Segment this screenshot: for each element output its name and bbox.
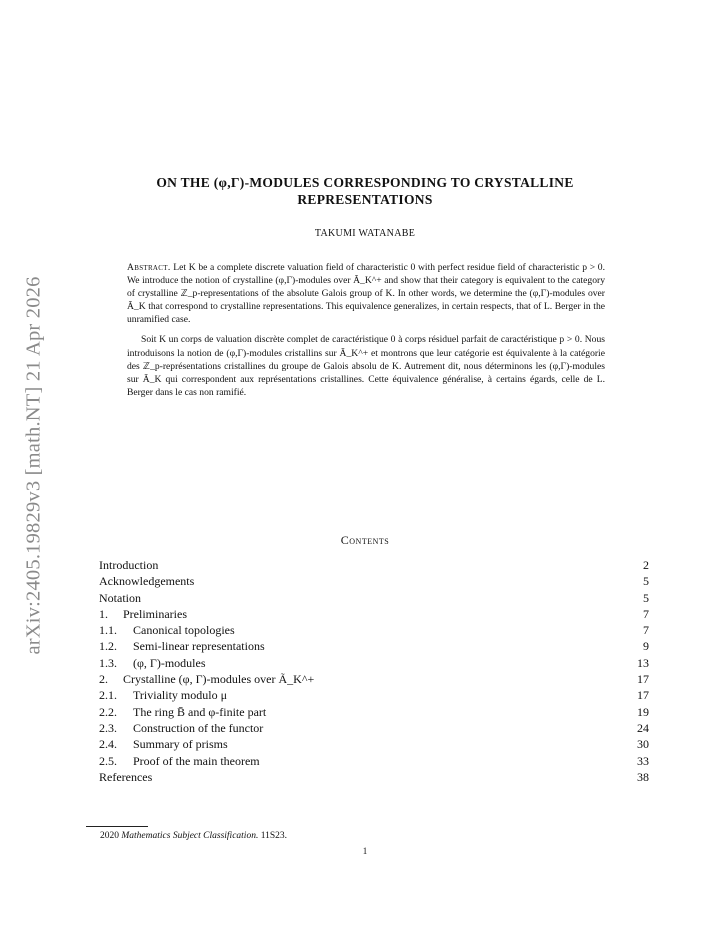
toc-entry-number: 2.2. [99,704,117,719]
toc-entry-left [99,753,260,769]
toc-entry[interactable] [99,769,649,785]
toc-entry[interactable] [99,753,649,769]
toc-entry-left [99,622,235,638]
toc-entry-left [99,557,158,573]
toc-entry[interactable] [99,622,649,638]
toc-entry[interactable] [99,638,649,654]
toc-entry-page: 2 [643,558,649,572]
abstract-french: Soit K un corps de valuation discrète complet de caractéristique 0 à corps résiduel parfait de caractéristique p > 0. Nous introduisons la notion de (φ,Γ)-modules cristallins sur Ã_K^+ et montrons que leur catégorie est équivalente à la catégorie des ℤ_p-représentations cristallines du groupe de Galois absolu de K. Autrement dit, nous déterminons les (φ,Γ)-modules sur Ã_K qui correspondent aux représentations cristallines. Cette équivalence généralise, à certains égards, celle de L. Berger dans le cas non ramifié. [127,334,605,398]
toc-entry-title: Canonical topologies [133,623,235,638]
abstract-english [127,261,605,326]
footnote-code: 11S23. [260,831,288,841]
toc-entry-page: 17 [637,672,649,687]
toc-entry-number: 2.5. [99,753,117,768]
toc-entry-left [99,671,314,687]
toc-entry-title: Introduction [99,558,159,572]
toc-entry-number: 2. [99,672,108,687]
abstract-label: Abstract. [127,262,171,273]
toc-entry-title: Crystalline (φ, Γ)-modules over Ã_K^+ [123,672,315,687]
toc-entry-left [99,704,266,720]
toc-entry[interactable] [99,687,649,703]
toc-entry-left [99,638,265,654]
toc-entry-page: 5 [643,574,649,589]
toc-entry-left [99,736,228,752]
toc-entry[interactable] [99,590,649,606]
toc-entry-page: 33 [637,753,649,768]
toc-entry-number: 2.4. [99,737,117,752]
toc-entry[interactable] [99,720,649,736]
toc-entry-left [99,655,206,671]
footnote-label: Mathematics Subject Classification. [121,831,259,841]
arxiv-stamp [14,245,54,685]
toc-entry-title: Triviality modulo μ [133,688,228,703]
toc-entry-title: Notation [99,590,141,605]
toc-entry-title: Semi-linear representations [133,639,265,654]
toc-entry-number: 2.1. [99,688,117,703]
toc-entry[interactable] [99,736,649,752]
toc-entry[interactable] [99,606,649,622]
toc-entry-page: 7 [643,606,649,621]
toc-entry-page: 13 [637,655,649,670]
toc-entry-left [99,720,263,736]
toc-entry-title: Acknowledgements [99,574,195,589]
paper-author: TAKUMI WATANABE [314,228,416,239]
table-of-contents [99,557,649,785]
toc-entry-title: References [99,769,153,784]
toc-entry-title: The ring B̄ and φ-finite part [133,704,267,719]
toc-entry-number: 1. [99,606,108,621]
toc-entry-page: 38 [637,769,649,784]
toc-entry-title: Proof of the main theorem [133,753,260,768]
toc-entry[interactable] [99,655,649,671]
toc-entry-left [99,590,141,606]
footnote [100,831,287,841]
toc-entry-left [99,606,187,622]
toc-entry-number: 1.1. [99,623,117,638]
toc-entry-page: 5 [643,590,649,605]
arxiv-id: arXiv:2405.19829v3 [math.NT] 21 Apr 2026 [22,275,45,655]
page-number: 1 [362,846,368,856]
footnote-rule [86,826,148,827]
toc-entry[interactable] [99,704,649,720]
toc-entry[interactable] [99,671,649,687]
toc-entry-left [99,769,152,785]
toc-entry-page: 19 [637,704,649,719]
toc-entry-title: (φ, Γ)-modules [133,655,206,670]
toc-entry-left [99,573,194,589]
toc-entry-title: Construction of the functor [133,720,264,735]
toc-entry-title: Preliminaries [123,606,187,621]
toc-entry-page: 7 [643,623,649,638]
toc-entry-number: 2.3. [99,720,117,735]
abstract-english-text: Let K be a complete discrete valuation field of characteristic 0 with perfect residue field of characteristic p > 0. We introduce the notion of crystalline (φ,Γ)-modules over Ã_K^+ and show that their category is equivalent to the category of crystalline ℤ_p-representations of the absolute Galois group of K. In other words, we determine the (φ,Γ)-modules over Ã_K that correspond to crystalline representations. This equivalence generalizes, in certain respects, that of L. Berger in the unramified case. [127,262,605,326]
toc-entry-number: 1.3. [99,655,117,670]
toc-entry-page: 17 [637,688,649,703]
toc-entry-page: 9 [643,639,649,654]
abstract [127,261,605,406]
toc-entry[interactable] [99,573,649,589]
footnote-year: 2020 [100,831,119,841]
paper-title: ON THE (φ,Γ)-MODULES CORRESPONDING TO CRYSTALLINE REPRESENTATIONS [156,175,574,207]
toc-entry[interactable] [99,557,649,573]
contents-heading: Contents [340,533,390,547]
toc-entry-page: 30 [637,737,649,752]
toc-entry-left [99,687,227,703]
toc-entry-title: Summary of prisms [133,737,228,752]
toc-entry-number: 1.2. [99,639,117,654]
toc-entry-page: 24 [637,720,649,735]
